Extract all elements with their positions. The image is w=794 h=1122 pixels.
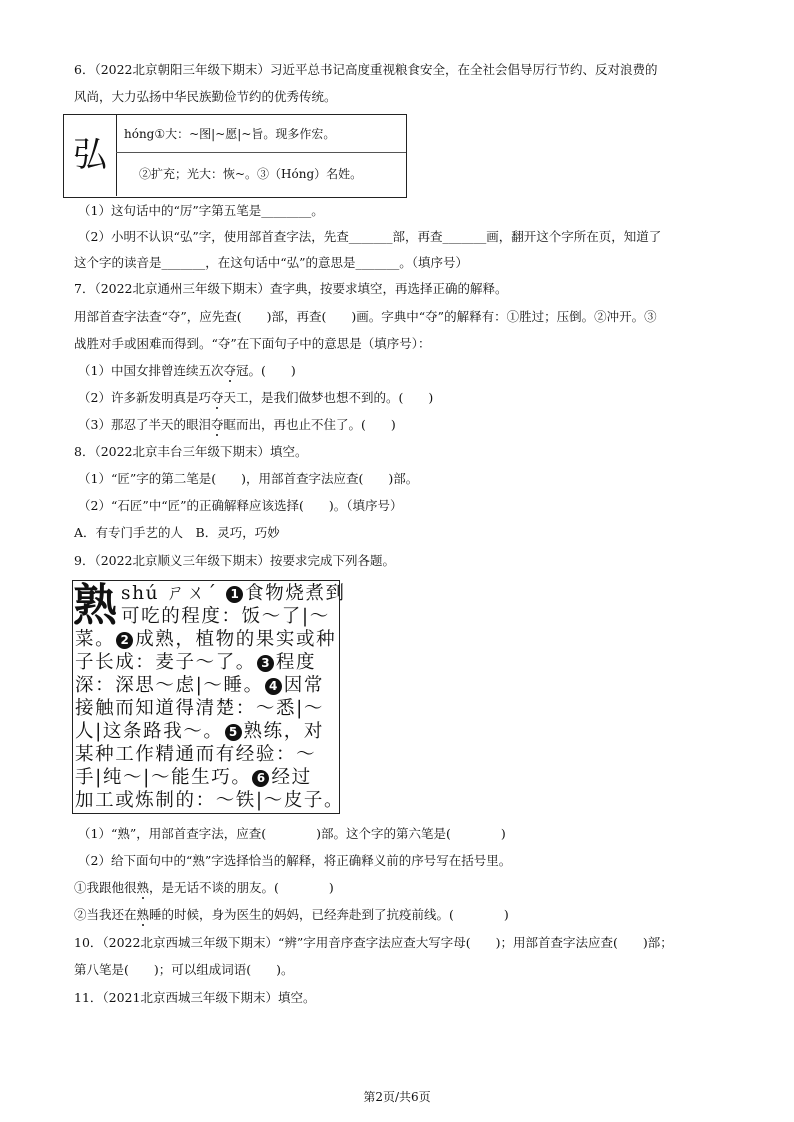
q8-options: A．有专门手艺的人 B．灵巧，巧妙 [74,525,280,540]
hong-definition-1: hóng①大：~图|~愿|~旨。现多作宏。 [124,127,336,141]
shu-row-5: 深：深思～虑|～睡。 4 因常 [75,675,324,696]
emphasis-char: 夺 [210,390,224,405]
shu-row-4: 子长成：麦子～了。 3 程度 [75,652,317,673]
q9-sentence-2: ②当我还在熟睡的时候，身为医生的妈妈，已经奔赴到了抗疫前线。( ) [74,907,509,922]
q8-sub2: （2）“石匠”中“匠”的正确解释应该选择( )。（填序号） [78,498,403,513]
number-badge: 1 [226,586,243,603]
emphasis-char: 熟 [136,907,150,922]
q7-body-line-1: 用部首查字法查“夺”，应先查( )部，再查( )画。字典中“夺”的解释有：①胜过；压倒。②冲开。③ [74,309,657,324]
number-badge: 2 [116,632,133,649]
q10-line-2: 第八笔是( )；可以组成词语( )。 [74,962,294,977]
hong-dictionary-entry [63,114,407,198]
q7-body-line-2: 战胜对手或困难而得到。“夺”在下面句子中的意思是（填序号）： [74,336,431,351]
q7-sentence-1: （1）中国女排曾连续五次夺冠。( ) [78,363,296,378]
q10-line-1: 10．（2022北京西城三年级下期末）“辨”字用音序查字法应查大写字母( )；用部首查字法应查( )部； [74,935,673,950]
number-badge: 5 [225,724,242,741]
q8-sub1: （1）“匠”字的第二笔是( )，用部首查字法应查( )部。 [78,471,419,486]
shu-row-9: 手|纯～|～能生巧。 6 经过 [75,767,312,788]
q9-sub1: （1）“熟”，用部首查字法，应查( )部。这个字的第六笔是( ) [78,826,506,841]
shu-row-1: shú ㄕㄨˊ 1 食物烧煮到 [121,583,346,604]
hong-definition-2: ②扩充；光大：恢~。③（Hóng）名姓。 [139,167,363,181]
number-badge: 3 [257,655,274,672]
shu-character: 熟 [73,580,116,631]
shu-row-2: 可吃的程度：饭～了|～ [121,606,330,627]
q9-intro: 9．（2022北京顺义三年级下期末）按要求完成下列各题。 [74,553,396,568]
shu-dictionary-entry [72,580,346,814]
shu-row-3: 菜。 2 成熟，植物的果实或种 [75,629,337,650]
q9-sub2: （2）给下面句中的“熟”字选择恰当的解释，将正确释义前的序号写在括号里。 [78,853,512,868]
shu-row-6: 接触而知道得清楚：～悉|～ [75,698,325,719]
q7-intro: 7．（2022北京通州三年级下期末）查字典，按要求填空，再选择正确的解释。 [74,281,508,296]
shu-row-7: 人|这条路我～。 5 熟练，对 [75,721,324,742]
emphasis-char: 夺 [223,363,236,378]
q11-line-1: 11．（2021北京西城三年级下期末）填空。 [74,990,316,1005]
hong-character: 弘 [64,115,117,196]
q6-intro-line-1: 6．（2022北京朝阳三年级下期末）习近平总书记高度重视粮食安全，在全社会倡导厉行节约、反对浪费的 [74,62,658,77]
q8-intro: 8．（2022北京丰台三年级下期末）填空。 [74,444,308,459]
q7-sentence-2: （2）许多新发明真是巧夺天工，是我们做梦也想不到的。( ) [78,390,434,405]
q6-intro-line-2: 风尚，大力弘扬中华民族勤俭节约的优秀传统。 [74,89,337,104]
number-badge: 6 [252,770,269,787]
q6-sub2-line-1: （2）小明不认识“弘”字，使用部首查字法，先查_______部，再查_______画，翻开这个字所在页，知道了 [78,229,662,244]
dictionary-divider [116,152,406,153]
number-badge: 4 [265,678,282,695]
q7-sentence-3: （3）那忍了半天的眼泪夺眶而出，再也止不住了。( ) [78,417,396,432]
q6-sub2-line-2: 这个字的读音是_______，在这句话中“弘”的意思是_______。（填序号） [74,255,469,270]
shu-row-8: 某种工作精通而有经验：～ [75,744,317,765]
q9-sentence-1: ①我跟他很熟，是无话不谈的朋友。( ) [74,880,334,895]
emphasis-char: 夺 [210,417,224,432]
q6-sub1: （1）这句话中的“厉”字第五笔是________。 [78,203,324,218]
emphasis-char: 熟 [136,880,150,895]
shu-row-10: 加工或炼制的：～铁|～皮子。 [75,790,345,811]
page-footer: 第2页/共6页 [363,1090,431,1104]
